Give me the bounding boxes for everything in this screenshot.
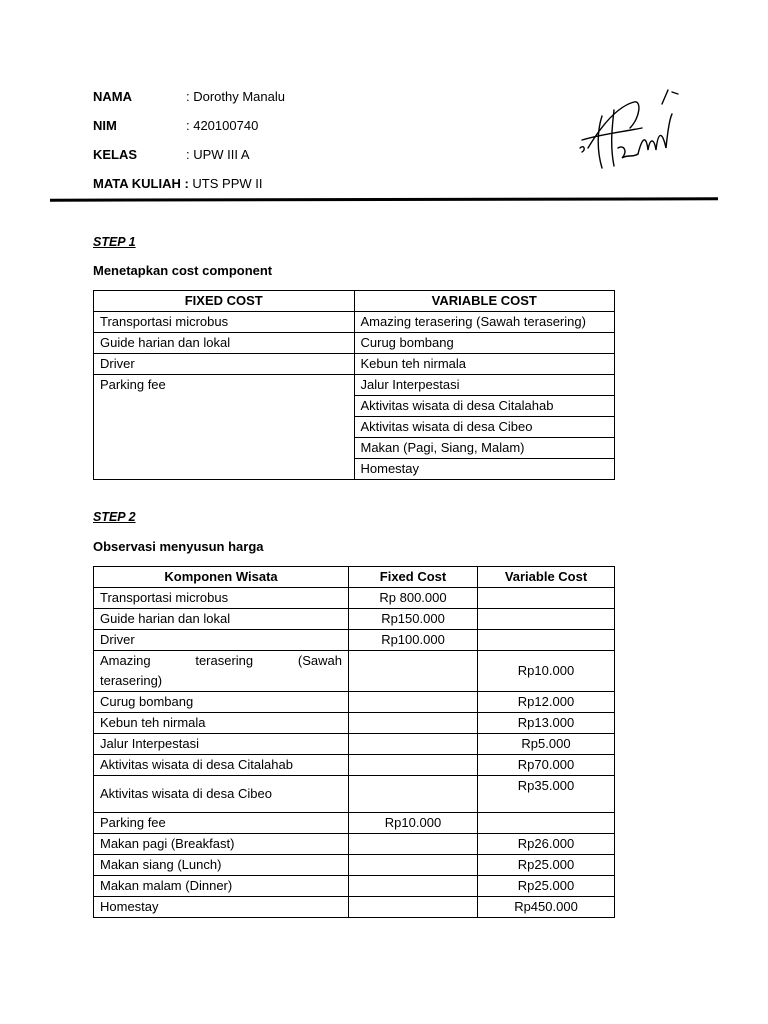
variable-cost-cell: Rp5.000 (478, 734, 615, 755)
table-row (94, 609, 615, 630)
variable-cost-cell (478, 588, 615, 609)
komponen-cell-line: terasering) (100, 673, 163, 688)
fixed-cost-cell (349, 876, 478, 897)
komponen-cell: Aktivitas wisata di desa Cibeo (94, 776, 349, 813)
mata-kuliah-label: MATA KULIAH : (93, 176, 189, 191)
table-row (94, 776, 615, 813)
komponen-cell: Curug bombang (94, 692, 349, 713)
table-row (94, 834, 615, 855)
fixed-cost-cell (349, 692, 478, 713)
kelas-row (93, 147, 250, 162)
table-row (94, 312, 615, 333)
variable-cost-cell: Jalur Interpestasi (354, 375, 615, 396)
komponen-cell: Jalur Interpestasi (94, 734, 349, 755)
nama-row (93, 89, 285, 104)
variable-cost-header: Variable Cost (478, 567, 615, 588)
komponen-cell: Homestay (94, 897, 349, 918)
variable-cost-cell: Amazing terasering (Sawah terasering) (354, 312, 615, 333)
fixed-cost-cell (349, 734, 478, 755)
fixed-cost-cell (349, 755, 478, 776)
step2-title: STEP 2 (93, 510, 136, 524)
table-row (94, 651, 615, 692)
variable-cost-cell: Aktivitas wisata di desa Cibeo (354, 417, 615, 438)
price-observation-table (93, 566, 615, 918)
fixed-cost-cell: Transportasi microbus (94, 312, 355, 333)
fixed-cost-cell: Rp10.000 (349, 813, 478, 834)
table-row (94, 588, 615, 609)
fixed-cost-cell: Driver (94, 354, 355, 375)
fixed-cost-header: Fixed Cost (349, 567, 478, 588)
fixed-cost-cell: Rp100.000 (349, 630, 478, 651)
fixed-cost-cell: Parking fee (94, 375, 355, 480)
komponen-cell: Transportasi microbus (94, 588, 349, 609)
variable-cost-cell: Rp13.000 (478, 713, 615, 734)
komponen-cell: Makan pagi (Breakfast) (94, 834, 349, 855)
komponen-cell: Aktivitas wisata di desa Citalahab (94, 755, 349, 776)
variable-cost-cell: Rp35.000 (478, 776, 615, 813)
table-row (94, 692, 615, 713)
variable-cost-cell: Homestay (354, 459, 615, 480)
table-row (94, 897, 615, 918)
variable-cost-cell: Aktivitas wisata di desa Citalahab (354, 396, 615, 417)
fixed-cost-cell (349, 855, 478, 876)
signature-image (572, 88, 682, 178)
variable-cost-cell: Curug bombang (354, 333, 615, 354)
step1-title: STEP 1 (93, 235, 136, 249)
komponen-cell: Driver (94, 630, 349, 651)
table-row (94, 375, 615, 396)
table-row (94, 354, 615, 375)
variable-cost-cell: Rp70.000 (478, 755, 615, 776)
komponen-cell: Makan siang (Lunch) (94, 855, 349, 876)
table-row (94, 855, 615, 876)
table-row (94, 630, 615, 651)
variable-cost-cell (478, 813, 615, 834)
fixed-cost-header: FIXED COST (94, 291, 355, 312)
fixed-cost-cell (349, 776, 478, 813)
fixed-cost-cell: Guide harian dan lokal (94, 333, 355, 354)
fixed-cost-cell (349, 897, 478, 918)
variable-cost-cell: Rp25.000 (478, 876, 615, 897)
cost-component-table (93, 290, 615, 480)
komponen-cell: Guide harian dan lokal (94, 609, 349, 630)
variable-cost-cell: Rp10.000 (478, 651, 615, 692)
table-row (94, 333, 615, 354)
kelas-value: : UPW III A (186, 147, 250, 162)
nama-value: : Dorothy Manalu (186, 89, 285, 104)
variable-cost-cell (478, 609, 615, 630)
nim-label: NIM (93, 118, 117, 133)
table-row (94, 876, 615, 897)
variable-cost-cell: Rp450.000 (478, 897, 615, 918)
variable-cost-cell (478, 630, 615, 651)
step2-subtitle: Observasi menyusun harga (93, 539, 264, 554)
variable-cost-cell: Kebun teh nirmala (354, 354, 615, 375)
header-divider (50, 197, 718, 201)
variable-cost-cell: Rp26.000 (478, 834, 615, 855)
variable-cost-header: VARIABLE COST (354, 291, 615, 312)
kelas-label: KELAS (93, 147, 138, 162)
nim-row (93, 118, 258, 133)
fixed-cost-cell (349, 651, 478, 692)
table-header-row (94, 291, 615, 312)
nama-label: NAMA (93, 89, 132, 104)
nim-value: : 420100740 (186, 118, 259, 133)
komponen-header: Komponen Wisata (94, 567, 349, 588)
komponen-cell (94, 651, 349, 692)
komponen-cell: Makan malam (Dinner) (94, 876, 349, 897)
komponen-cell-line: Amazing terasering (Sawah (100, 653, 342, 668)
table-row (94, 734, 615, 755)
table-row (94, 713, 615, 734)
fixed-cost-cell: Rp 800.000 (349, 588, 478, 609)
fixed-cost-cell: Rp150.000 (349, 609, 478, 630)
table-header-row (94, 567, 615, 588)
fixed-cost-cell (349, 834, 478, 855)
variable-cost-cell: Makan (Pagi, Siang, Malam) (354, 438, 615, 459)
variable-cost-cell: Rp12.000 (478, 692, 615, 713)
mata-kuliah-value: UTS PPW II (192, 176, 263, 191)
step1-subtitle: Menetapkan cost component (93, 263, 273, 278)
mata-kuliah-row (93, 176, 262, 191)
komponen-cell: Parking fee (94, 813, 349, 834)
table-row (94, 813, 615, 834)
table-row (94, 755, 615, 776)
fixed-cost-cell (349, 713, 478, 734)
variable-cost-cell: Rp25.000 (478, 855, 615, 876)
komponen-cell: Kebun teh nirmala (94, 713, 349, 734)
